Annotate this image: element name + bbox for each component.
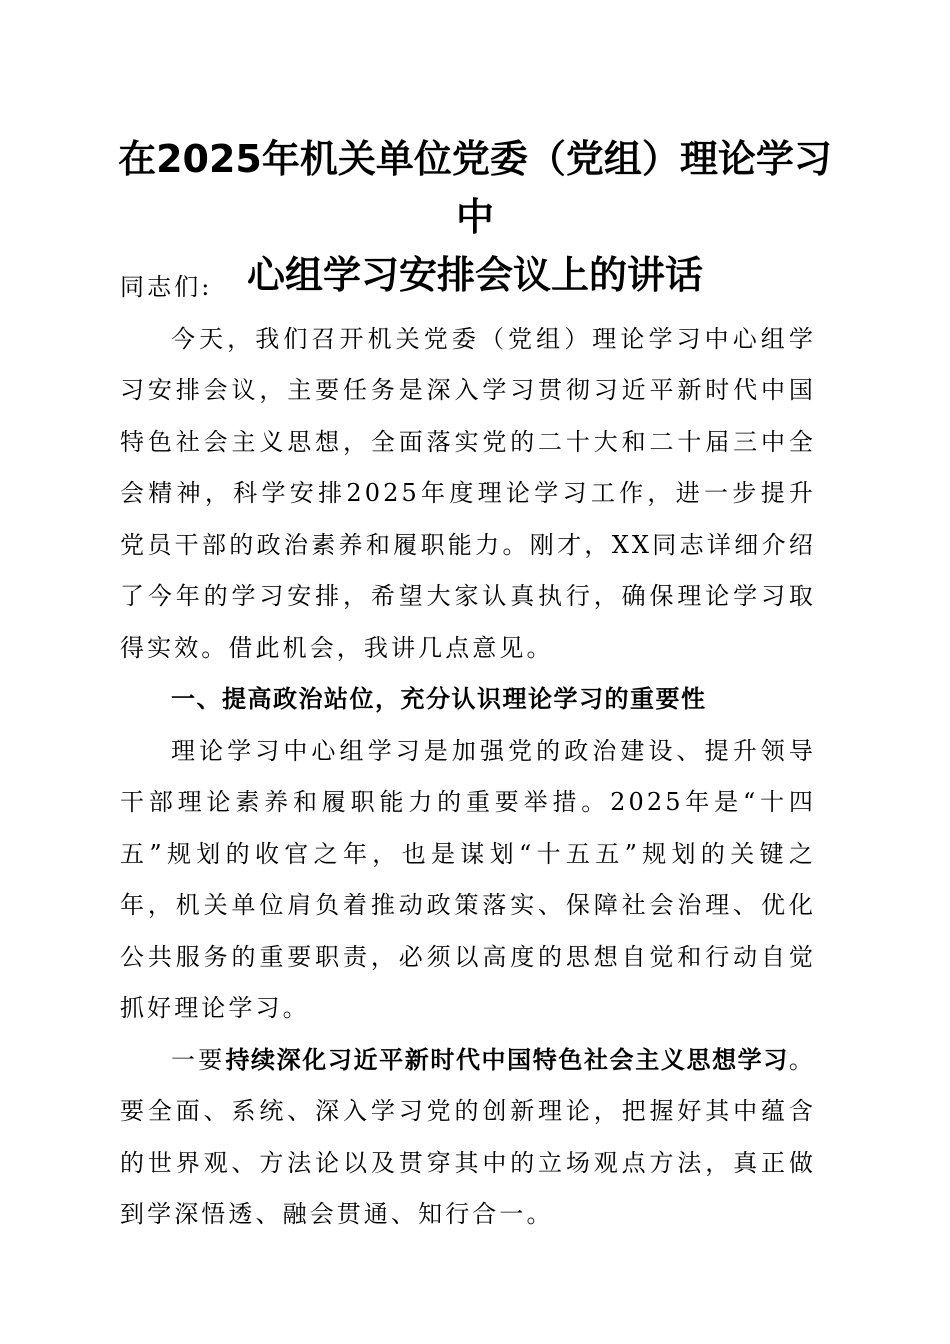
- point-1-rest: 。要全面、系统、深入学习党的创新理论，把握好其中蕴含的世界观、方法论以及贯穿其中的立场观点方法，真正做到学深悟透、融会贯通、知行合一。: [120, 1045, 817, 1228]
- point-1-emphasis: 持续深化习近平新时代中国特色社会主义思想学习: [225, 1045, 789, 1074]
- paragraph-importance: 理论学习中心组学习是加强党的政治建设、提升领导干部理论素养和履职能力的重要举措。2025年是“十四五”规划的收官之年，也是谋划“十五五”规划的关键之年，机关单位肩负着推动政策落实、保障社会治理、优化公共服务的重要职责，必须以高度的思想自觉和行动自觉抓好理论学习。: [120, 736, 816, 1022]
- section-heading-1: 一、提高政治站位，充分认识理论学习的重要性: [171, 685, 707, 713]
- document-body: [120, 262, 816, 1241]
- salutation: 同志们:: [120, 273, 213, 301]
- title-line-2: 心组学习安排会议上的讲话: [246, 253, 703, 297]
- paragraph-intro: 今天，我们召开机关党委（党组）理论学习中心组学习安排会议，主要任务是深入学习贯彻习近平新时代中国特色社会主义思想，全面落实党的二十大和二十届三中全会精神，科学安排2025年度理论学习工作，进一步提升党员干部的政治素养和履职能力。刚才，XX同志详细介绍了今年的学习安排，希望大家认真执行，确保理论学习取得实效。借此机会，我讲几点意见。: [120, 324, 816, 662]
- title-line-1: 在2025年机关单位党委（党组）理论学习中: [118, 137, 832, 239]
- point-1-lead: 一要: [171, 1045, 226, 1074]
- paragraph-point-1: [120, 1035, 816, 1241]
